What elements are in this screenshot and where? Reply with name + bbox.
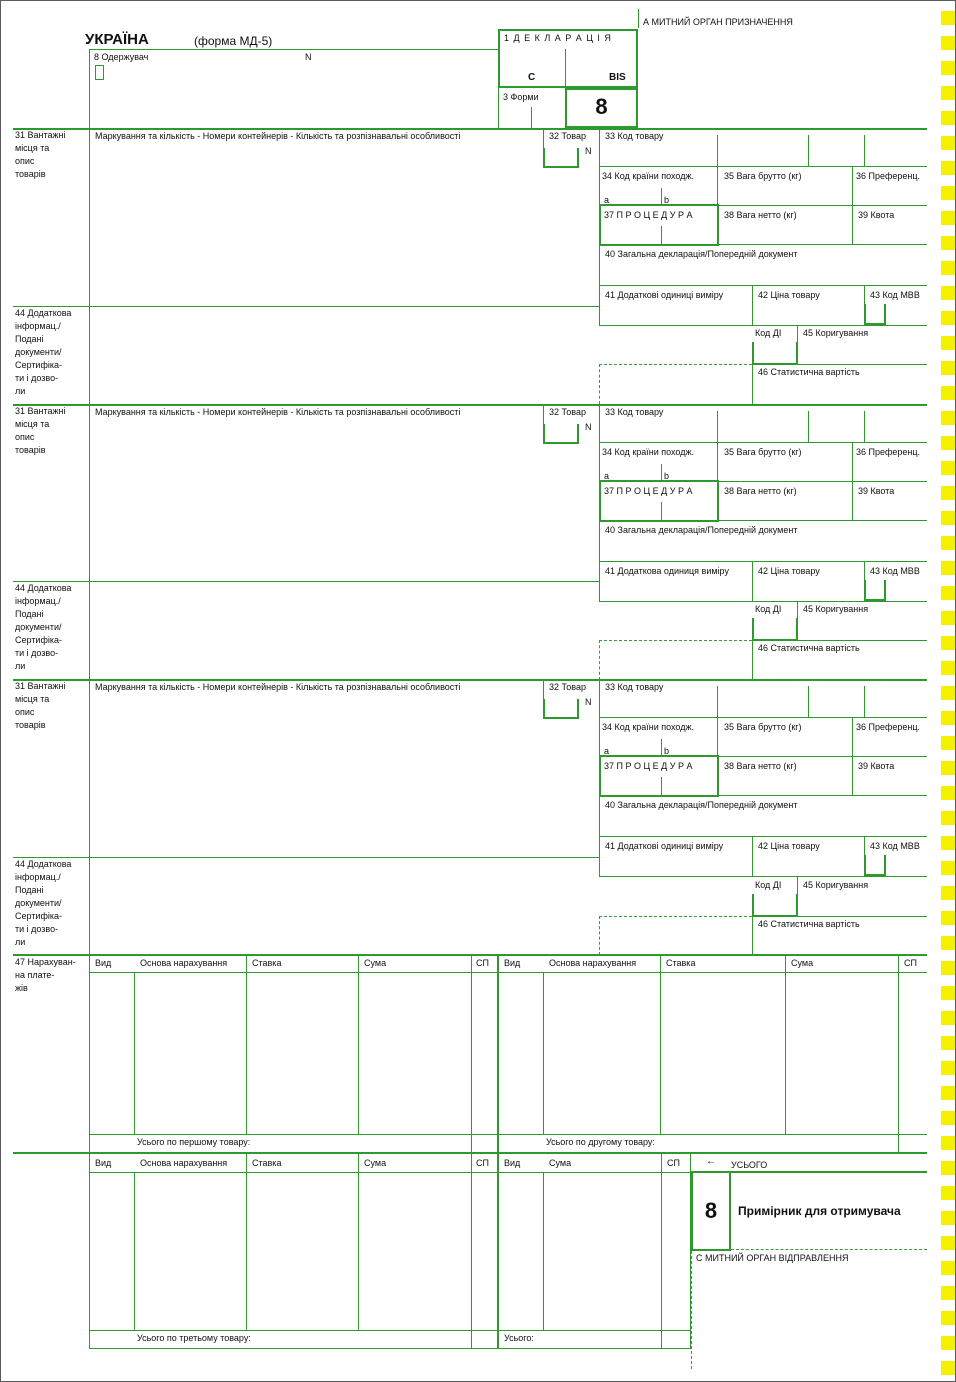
total-third-item: Усього по третьому товару:: [137, 1333, 251, 1343]
margin-mark: [941, 136, 955, 150]
form-line: [717, 135, 718, 166]
margin-mark: [941, 1261, 955, 1275]
charge-amount-header: Сума: [364, 1158, 387, 1168]
margin-mark: [941, 486, 955, 500]
previous-document-label[interactable]: 40 Загальна декларація/Попередній документ: [605, 525, 798, 535]
net-weight-label[interactable]: 38 Вага нетто (кг): [724, 761, 797, 771]
item-price-label[interactable]: 42 Ціна товару: [758, 841, 820, 851]
form-line: [808, 135, 809, 166]
form-line: [89, 49, 90, 129]
form-line: [752, 364, 927, 365]
margin-mark: [941, 461, 955, 475]
item-n-label: N: [585, 146, 592, 156]
margin-mark: [941, 1136, 955, 1150]
consignee-n-label: N: [305, 52, 312, 62]
form-line: [599, 836, 927, 837]
packages-label: 31 Вантажні місця та опис товарів: [15, 681, 66, 730]
form-line: [864, 135, 865, 166]
form-line: [599, 601, 927, 602]
supplementary-units-label[interactable]: 41 Додаткова одиниця виміру: [605, 566, 729, 576]
form-line: [661, 777, 662, 795]
form-line: [638, 9, 639, 28]
form-line: [599, 876, 927, 877]
margin-mark: [941, 1311, 955, 1325]
statistical-value-label[interactable]: 46 Статистична вартість: [758, 643, 860, 653]
margin-mark: [941, 686, 955, 700]
total-section-label: УСЬОГО: [731, 1160, 768, 1170]
margin-mark: [941, 986, 955, 1000]
margin-mark: [941, 1211, 955, 1225]
margin-mark: [941, 936, 955, 950]
form-line: [13, 306, 600, 307]
country-title: УКРАЇНА: [85, 31, 149, 48]
margin-mark: [941, 361, 955, 375]
form-line: [752, 836, 753, 876]
net-weight-label[interactable]: 38 Вага нетто (кг): [724, 210, 797, 220]
form-line: [89, 49, 498, 50]
departure-office-label: С МИТНИЙ ОРГАН ВІДПРАВЛЕННЯ: [696, 1253, 849, 1263]
goods-block: [1, 679, 956, 955]
form-line: [752, 285, 753, 325]
form-line: [13, 1152, 927, 1154]
form-line: [752, 916, 927, 917]
origin-b-label: b: [664, 195, 670, 205]
supplementary-units-label[interactable]: 41 Додаткові одиниці виміру: [605, 841, 724, 851]
margin-mark: [941, 861, 955, 875]
form-line: [797, 877, 798, 917]
mvv-code-box: [864, 580, 886, 601]
charge-amount-header: Сума: [364, 958, 387, 968]
net-weight-label[interactable]: 38 Вага нетто (кг): [724, 486, 797, 496]
mvv-code-box: [864, 855, 886, 876]
form-line: [13, 954, 927, 956]
origin-country-label[interactable]: 34 Код країни походж.: [602, 171, 695, 181]
margin-mark: [941, 1086, 955, 1100]
margin-mark: [941, 811, 955, 825]
charge-base-header: Основа нарахування: [549, 958, 637, 968]
gross-weight-label[interactable]: 35 Вага брутто (кг): [724, 447, 802, 457]
dashed-line: [599, 640, 752, 641]
form-line: [898, 956, 899, 1152]
form-line: [752, 640, 927, 641]
form-line: [752, 640, 753, 680]
charge-method-header: СП: [476, 1158, 489, 1168]
margin-mark: [941, 1161, 955, 1175]
form-line: [89, 404, 90, 680]
form-line: [808, 686, 809, 717]
margin-mark: [941, 1036, 955, 1050]
dashed-line: [599, 916, 752, 917]
mvv-code-box: [864, 304, 886, 325]
form-line: [498, 88, 499, 129]
form-line: [599, 285, 927, 286]
grand-total-label: Усього:: [504, 1333, 534, 1343]
form-line: [785, 956, 786, 1134]
form-line: [808, 411, 809, 442]
marks-label[interactable]: Маркування та кількість - Номери контейнерів - Кількість та розпізнавальні особливості: [95, 682, 461, 692]
form-line: [246, 1154, 247, 1330]
margin-mark: [941, 161, 955, 175]
form-line: [661, 502, 662, 520]
declaration-bis: BIS: [609, 72, 626, 83]
quota-label[interactable]: 39 Квота: [858, 761, 895, 771]
item-label: 32 Товар: [549, 407, 587, 417]
margin-mark: [941, 1336, 955, 1350]
origin-a-label: a: [604, 195, 610, 205]
kod-di-label: Код ДІ: [755, 604, 782, 614]
form-line: [89, 954, 90, 1152]
charge-method-header: СП: [476, 958, 489, 968]
gross-weight-label[interactable]: 35 Вага брутто (кг): [724, 722, 802, 732]
form-line: [531, 107, 532, 129]
item-label: 32 Товар: [549, 682, 587, 692]
form-line: [717, 686, 718, 717]
margin-mark: [941, 761, 955, 775]
form-line: [89, 1134, 927, 1135]
charges-label: 47 Нарахуван- на плате- жів: [15, 957, 76, 993]
copy-purpose-label: Примірник для отримувача: [738, 1204, 901, 1218]
consignee-label[interactable]: 8 Одержувач: [94, 52, 149, 62]
margin-mark: [941, 1186, 955, 1200]
dashed-line: [599, 916, 600, 955]
item-label: 32 Товар: [549, 131, 587, 141]
adjustment-label[interactable]: 45 Коригування: [803, 328, 869, 338]
margin-mark: [941, 1286, 955, 1300]
margin-mark: [941, 911, 955, 925]
margin-mark: [941, 261, 955, 275]
form-line: [752, 364, 753, 404]
margin-mark: [941, 211, 955, 225]
margin-mark: [941, 786, 955, 800]
adjustment-label[interactable]: 45 Коригування: [803, 880, 869, 890]
form-line: [864, 686, 865, 717]
form-line: [471, 956, 472, 1152]
packages-label: 31 Вантажні місця та опис товарів: [15, 406, 66, 455]
goods-block: [1, 128, 956, 404]
supplementary-units-label[interactable]: 41 Додаткові одиниці виміру: [605, 290, 724, 300]
margin-mark: [941, 286, 955, 300]
forms-label: 3 Форми: [503, 92, 539, 102]
form-line: [89, 972, 927, 973]
kod-di-label: Код ДІ: [755, 880, 782, 890]
packages-label: 31 Вантажні місця та опис товарів: [15, 130, 66, 179]
item-number-box: [543, 424, 579, 444]
margin-mark: [941, 186, 955, 200]
form-line: [661, 226, 662, 244]
margin-mark: [941, 61, 955, 75]
form-line: [89, 128, 90, 404]
form-line: [89, 1330, 691, 1331]
form-line: [752, 916, 753, 955]
form-line: [89, 1152, 90, 1349]
total-second-item: Усього по другому товару:: [546, 1137, 655, 1147]
charge-type-header: Вид: [504, 1158, 521, 1168]
previous-document-label[interactable]: 40 Загальна декларація/Попередній документ: [605, 249, 798, 259]
margin-mark: [941, 1111, 955, 1125]
form-line: [471, 1154, 472, 1349]
origin-a-label: a: [604, 746, 610, 756]
origin-country-label[interactable]: 34 Код країни походж.: [602, 447, 695, 457]
form-line: [599, 520, 927, 521]
origin-a-label: a: [604, 471, 610, 481]
margin-mark: [941, 386, 955, 400]
adjustment-label[interactable]: 45 Коригування: [803, 604, 869, 614]
dashed-line: [599, 364, 752, 365]
margin-mark: [941, 536, 955, 550]
form-line: [134, 972, 135, 1134]
margin-mark: [941, 1236, 955, 1250]
margin-mark: [941, 586, 955, 600]
margin-mark: [941, 436, 955, 450]
marks-label[interactable]: Маркування та кількість - Номери контейнерів - Кількість та розпізнавальні особливості: [95, 131, 461, 141]
declaration-label: 1 Д Е К Л А Р А Ц І Я: [504, 33, 612, 43]
form-line: [599, 166, 927, 167]
gross-weight-label[interactable]: 35 Вага брутто (кг): [724, 171, 802, 181]
form-line: [660, 956, 661, 1134]
form-line: [497, 956, 499, 1152]
form-line: [864, 411, 865, 442]
form-line: [599, 561, 927, 562]
procedure-label[interactable]: 37 П Р О Ц Е Д У Р А: [604, 761, 693, 771]
origin-b-label: b: [664, 746, 670, 756]
margin-mark: [941, 411, 955, 425]
preference-label[interactable]: 36 Преференц.: [856, 722, 921, 732]
margin-mark: [941, 511, 955, 525]
additional-info-label: 44 Додаткова інформац./ Подані документи/ Сертифіка- ти і дозво- ли: [15, 308, 72, 396]
item-number-box: [543, 699, 579, 719]
form-line: [89, 1172, 691, 1173]
statistical-value-label[interactable]: 46 Статистична вартість: [758, 919, 860, 929]
form-line: [134, 1172, 135, 1330]
charge-method-header: СП: [667, 1158, 680, 1168]
item-n-label: N: [585, 697, 592, 707]
margin-mark: [941, 886, 955, 900]
form-line: [599, 795, 927, 796]
quota-label[interactable]: 39 Квота: [858, 486, 895, 496]
kod-di-box[interactable]: [752, 342, 798, 365]
margin-mark: [941, 1061, 955, 1075]
margin-mark: [941, 836, 955, 850]
procedure-label[interactable]: 37 П Р О Ц Е Д У Р А: [604, 486, 693, 496]
margin-mark: [941, 611, 955, 625]
form-name: (форма МД-5): [194, 34, 273, 48]
charge-rate-header: Ставка: [252, 1158, 282, 1168]
form-line: [358, 1154, 359, 1330]
commodity-code-label[interactable]: 33 Код товару: [605, 407, 664, 417]
charge-method-header: СП: [904, 958, 917, 968]
copy-number: 8: [704, 1198, 718, 1223]
dashed-line: [599, 364, 600, 404]
form-line: [13, 857, 600, 858]
mvv-code-label[interactable]: 43 Код МВВ: [870, 841, 920, 851]
commodity-code-label[interactable]: 33 Код товару: [605, 131, 664, 141]
form-line: [752, 561, 753, 601]
form-line: [797, 325, 798, 365]
form-line: [543, 972, 544, 1134]
destination-office-label: А МИТНИЙ ОРГАН ПРИЗНАЧЕННЯ: [643, 17, 793, 27]
margin-mark: [941, 36, 955, 50]
form-line: [599, 442, 927, 443]
total-first-item: Усього по першому товару:: [137, 1137, 251, 1147]
preference-label[interactable]: 36 Преференц.: [856, 171, 921, 181]
margin-mark: [941, 636, 955, 650]
procedure-label[interactable]: 37 П Р О Ц Е Д У Р А: [604, 210, 693, 220]
form-line: [797, 601, 798, 641]
mvv-code-label[interactable]: 43 Код МВВ: [870, 566, 920, 576]
margin-mark: [941, 736, 955, 750]
mvv-code-label[interactable]: 43 Код МВВ: [870, 290, 920, 300]
copy-number: 8: [595, 94, 608, 119]
margin-mark: [941, 1011, 955, 1025]
margin-mark: [941, 961, 955, 975]
margin-mark: [941, 561, 955, 575]
kod-di-box[interactable]: [752, 894, 798, 917]
statistical-value-label[interactable]: 46 Статистична вартість: [758, 367, 860, 377]
margin-mark: [941, 1361, 955, 1375]
form-line: [246, 956, 247, 1134]
margin-mark: [941, 311, 955, 325]
form-line: [661, 1154, 662, 1349]
marks-label[interactable]: Маркування та кількість - Номери контейнерів - Кількість та розпізнавальні особливості: [95, 407, 461, 417]
commodity-code-label[interactable]: 33 Код товару: [605, 682, 664, 692]
dashed-line: [691, 1251, 692, 1369]
margin-mark: [941, 711, 955, 725]
charge-type-header: Вид: [95, 1158, 112, 1168]
origin-country-label[interactable]: 34 Код країни походж.: [602, 722, 695, 732]
form-line: [89, 679, 90, 955]
dashed-line: [731, 1249, 927, 1250]
item-price-label[interactable]: 42 Ціна товару: [758, 566, 820, 576]
form-line: [13, 581, 600, 582]
form-line: [599, 325, 927, 326]
preference-label[interactable]: 36 Преференц.: [856, 447, 921, 457]
kod-di-box[interactable]: [752, 618, 798, 641]
form-line: [497, 1154, 499, 1349]
item-n-label: N: [585, 422, 592, 432]
charge-type-header: Вид: [95, 958, 112, 968]
margin-mark: [941, 236, 955, 250]
quota-label[interactable]: 39 Квота: [858, 210, 895, 220]
charge-type-header: Вид: [504, 958, 521, 968]
kod-di-label: Код ДІ: [755, 328, 782, 338]
item-number-box: [543, 148, 579, 168]
margin-mark: [941, 11, 955, 25]
form-line: [717, 411, 718, 442]
additional-info-label: 44 Додаткова інформац./ Подані документи/ Сертифіка- ти і дозво- ли: [15, 859, 72, 947]
form-line: [599, 717, 927, 718]
origin-b-label: b: [664, 471, 670, 481]
form-line: [543, 1172, 544, 1330]
charge-amount-header: Сума: [791, 958, 814, 968]
form-line: [89, 1348, 691, 1349]
item-price-label[interactable]: 42 Ціна товару: [758, 290, 820, 300]
charge-rate-header: Ставка: [252, 958, 282, 968]
additional-info-label: 44 Додаткова інформац./ Подані документи/ Сертифіка- ти і дозво- ли: [15, 583, 72, 671]
margin-mark: [941, 86, 955, 100]
form-line: [358, 956, 359, 1134]
dashed-line: [599, 640, 600, 680]
margin-mark: [941, 661, 955, 675]
charge-rate-header: Ставка: [666, 958, 696, 968]
charge-amount-header: Сума: [549, 1158, 572, 1168]
previous-document-label[interactable]: 40 Загальна декларація/Попередній документ: [605, 800, 798, 810]
charge-base-header: Основа нарахування: [140, 958, 228, 968]
form-line: [565, 49, 566, 88]
form-line: [599, 244, 927, 245]
arrow-left-icon: ←: [706, 1156, 716, 1167]
margin-mark: [941, 336, 955, 350]
goods-block: [1, 404, 956, 680]
margin-mark: [941, 111, 955, 125]
consignee-checkbox[interactable]: [95, 65, 104, 80]
declaration-c: C: [528, 72, 536, 83]
charge-base-header: Основа нарахування: [140, 1158, 228, 1168]
